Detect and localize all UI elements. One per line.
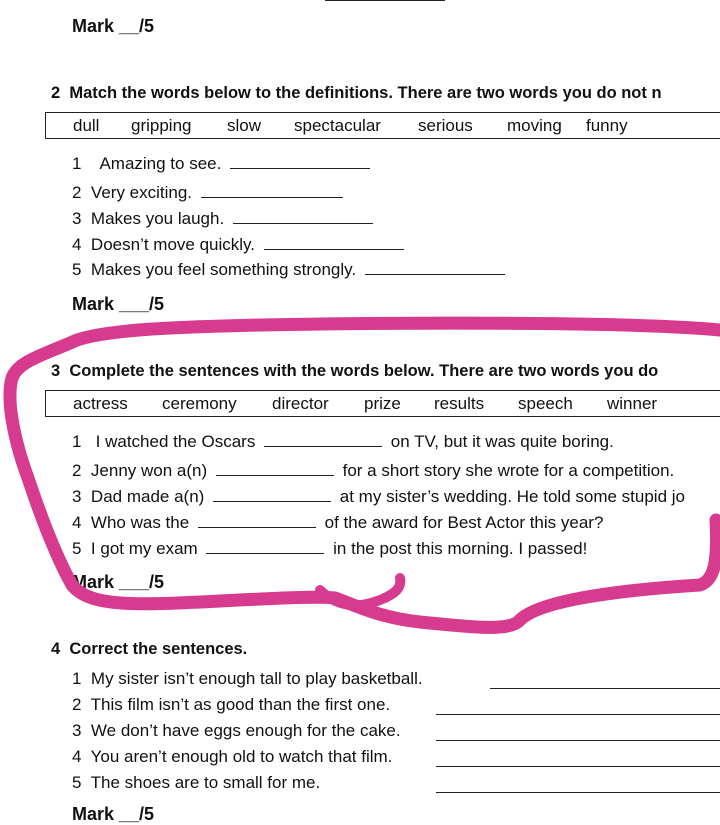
- section3-instruction: Complete the sentences with the words below. There are two words you do: [69, 362, 659, 380]
- item-text: We don’t have eggs enough for the cake.: [90, 721, 401, 740]
- section2-heading: [51, 84, 662, 103]
- item-text: This film isn’t as good than the first one.: [90, 695, 391, 714]
- word-option: ceremony: [162, 394, 237, 413]
- section3-item: [72, 487, 685, 507]
- section4-item: [72, 669, 423, 689]
- highlight-stroke-tail: [320, 578, 400, 605]
- item-number: 2: [72, 461, 82, 480]
- word-option: moving: [507, 116, 562, 135]
- item-number: 1: [72, 432, 82, 451]
- item-number: 5: [72, 260, 82, 279]
- answer-line[interactable]: [490, 688, 720, 689]
- item-text: Amazing to see.: [99, 154, 222, 173]
- item-text: Jenny won a(n): [90, 461, 208, 480]
- item-text: Makes you laugh.: [90, 209, 225, 228]
- item-text: at my sister’s wedding. He told some stupid jo: [339, 487, 685, 506]
- item-text: My sister isn’t enough tall to play basketball.: [90, 669, 423, 688]
- item-number: 4: [72, 513, 82, 532]
- item-text: on TV, but it was quite boring.: [390, 432, 614, 451]
- word-option: gripping: [131, 116, 192, 135]
- section2-word-box: [45, 112, 720, 139]
- section3-item: [72, 539, 587, 559]
- section2-item: [72, 183, 347, 203]
- word-option: spectacular: [294, 116, 381, 135]
- item-number: 3: [72, 721, 82, 740]
- section3-heading: [51, 362, 658, 381]
- answer-blank[interactable]: [198, 513, 316, 528]
- item-number: 1: [72, 669, 82, 688]
- section2-item: [72, 154, 374, 174]
- section2-number: 2: [51, 84, 61, 102]
- item-number: 5: [72, 773, 82, 792]
- item-number: 4: [72, 235, 82, 254]
- item-text: Dad made a(n): [90, 487, 205, 506]
- item-text: You aren’t enough old to watch that film.: [90, 747, 393, 766]
- section4-mark: Mark __/5: [72, 804, 155, 824]
- item-text: Doesn’t move quickly.: [90, 235, 256, 254]
- word-option: prize: [364, 394, 401, 413]
- item-text: I watched the Oscars: [95, 432, 256, 451]
- section4-item: [72, 695, 390, 715]
- item-text: The shoes are to small for me.: [90, 773, 321, 792]
- item-number: 4: [72, 747, 82, 766]
- section3-number: 3: [51, 362, 61, 380]
- section4-item: [72, 721, 401, 741]
- word-option: funny: [586, 116, 628, 135]
- answer-blank[interactable]: [233, 209, 373, 224]
- answer-blank[interactable]: [264, 432, 382, 447]
- answer-blank[interactable]: [206, 539, 324, 554]
- item-number: 1: [72, 154, 82, 173]
- item-number: 3: [72, 487, 82, 506]
- section2-instruction: Match the words below to the definitions. There are two words you do not n: [69, 84, 662, 102]
- answer-blank[interactable]: [201, 183, 343, 198]
- answer-blank[interactable]: [213, 487, 331, 502]
- section2-item: [72, 235, 408, 255]
- item-text: Very exciting.: [90, 183, 193, 202]
- item-text: for a short story she wrote for a competition.: [342, 461, 675, 480]
- answer-blank[interactable]: [216, 461, 334, 476]
- item-text: in the post this morning. I passed!: [333, 539, 588, 558]
- section3-mark: Mark ___/5: [72, 572, 165, 592]
- answer-line[interactable]: [436, 766, 720, 767]
- answer-line[interactable]: [436, 740, 720, 741]
- word-option: serious: [418, 116, 473, 135]
- item-text: Makes you feel something strongly.: [90, 260, 357, 279]
- section4-item: [72, 747, 392, 767]
- item-text: of the award for Best Actor this year?: [324, 513, 604, 532]
- answer-line[interactable]: [436, 792, 720, 793]
- section3-item: [72, 432, 614, 452]
- section4-heading: [51, 640, 247, 659]
- item-number: 2: [72, 183, 82, 202]
- answer-line-top: [325, 0, 445, 1]
- answer-blank[interactable]: [230, 154, 370, 169]
- word-option: dull: [73, 116, 100, 135]
- word-option: director: [272, 394, 329, 413]
- word-option: winner: [607, 394, 658, 413]
- item-number: 3: [72, 209, 82, 228]
- item-number: 5: [72, 539, 82, 558]
- section3-item: [72, 513, 603, 533]
- section2-item: [72, 260, 509, 280]
- section2-mark: Mark ___/5: [72, 294, 165, 314]
- word-option: actress: [73, 394, 128, 413]
- section1-mark: Mark __/5: [72, 16, 155, 36]
- word-option: slow: [227, 116, 262, 135]
- answer-blank[interactable]: [365, 260, 505, 275]
- word-option: results: [434, 394, 485, 413]
- section4-item: [72, 773, 320, 793]
- section3-word-box: [45, 390, 720, 417]
- answer-blank[interactable]: [264, 235, 404, 250]
- word-option: speech: [518, 394, 573, 413]
- section4-instruction: Correct the sentences.: [69, 640, 248, 658]
- item-text: I got my exam: [90, 539, 198, 558]
- item-number: 2: [72, 695, 82, 714]
- answer-line[interactable]: [436, 714, 720, 715]
- section2-item: [72, 209, 377, 229]
- item-text: Who was the: [90, 513, 190, 532]
- section4-number: 4: [51, 640, 61, 658]
- section3-item: [72, 461, 674, 481]
